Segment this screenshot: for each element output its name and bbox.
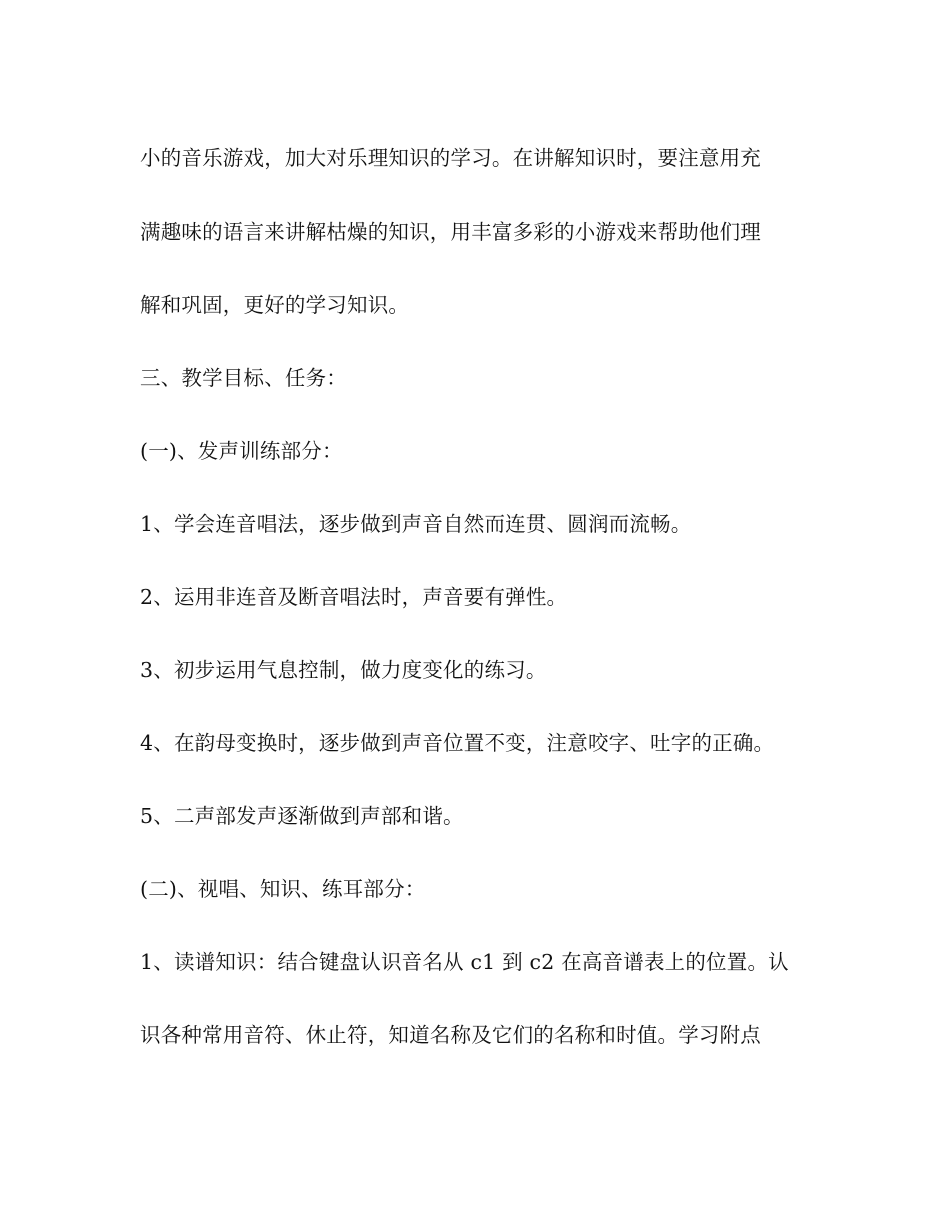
- subsection-heading-sight-singing: (二)、视唱、知识、练耳部分：: [140, 877, 426, 901]
- list-item-3: 3、初步运用气息控制，做力度变化的练习。: [140, 658, 547, 682]
- subsection-heading-vocal-training: (一)、发声训练部分：: [140, 439, 343, 463]
- list-item-5: 5、二声部发声逐渐做到声部和谐。: [140, 804, 464, 828]
- section-heading-teaching-goals: 三、教学目标、任务：: [140, 366, 347, 390]
- text-line-1: 小的音乐游戏，加大对乐理知识的学习。在讲解知识时，要注意用充: [140, 146, 761, 170]
- list-item-1: 1、学会连音唱法，逐步做到声音自然而连贯、圆润而流畅。: [140, 512, 692, 536]
- text-line-2: 满趣味的语言来讲解枯燥的知识，用丰富多彩的小游戏来帮助他们理: [140, 220, 761, 244]
- list-item-4: 4、在韵母变换时，逐步做到声音位置不变，注意咬字、吐字的正确。: [140, 731, 775, 755]
- text-line-3: 解和巩固，更好的学习知识。: [140, 293, 410, 317]
- list-item-2: 2、运用非连音及断音唱法时，声音要有弹性。: [140, 585, 568, 609]
- list-item-reading-1: 1、读谱知识：结合键盘认识音名从 c1 到 c2 在高音谱表上的位置。认: [140, 950, 789, 974]
- list-item-reading-2: 识各种常用音符、休止符，知道名称及它们的名称和时值。学习附点: [140, 1023, 761, 1047]
